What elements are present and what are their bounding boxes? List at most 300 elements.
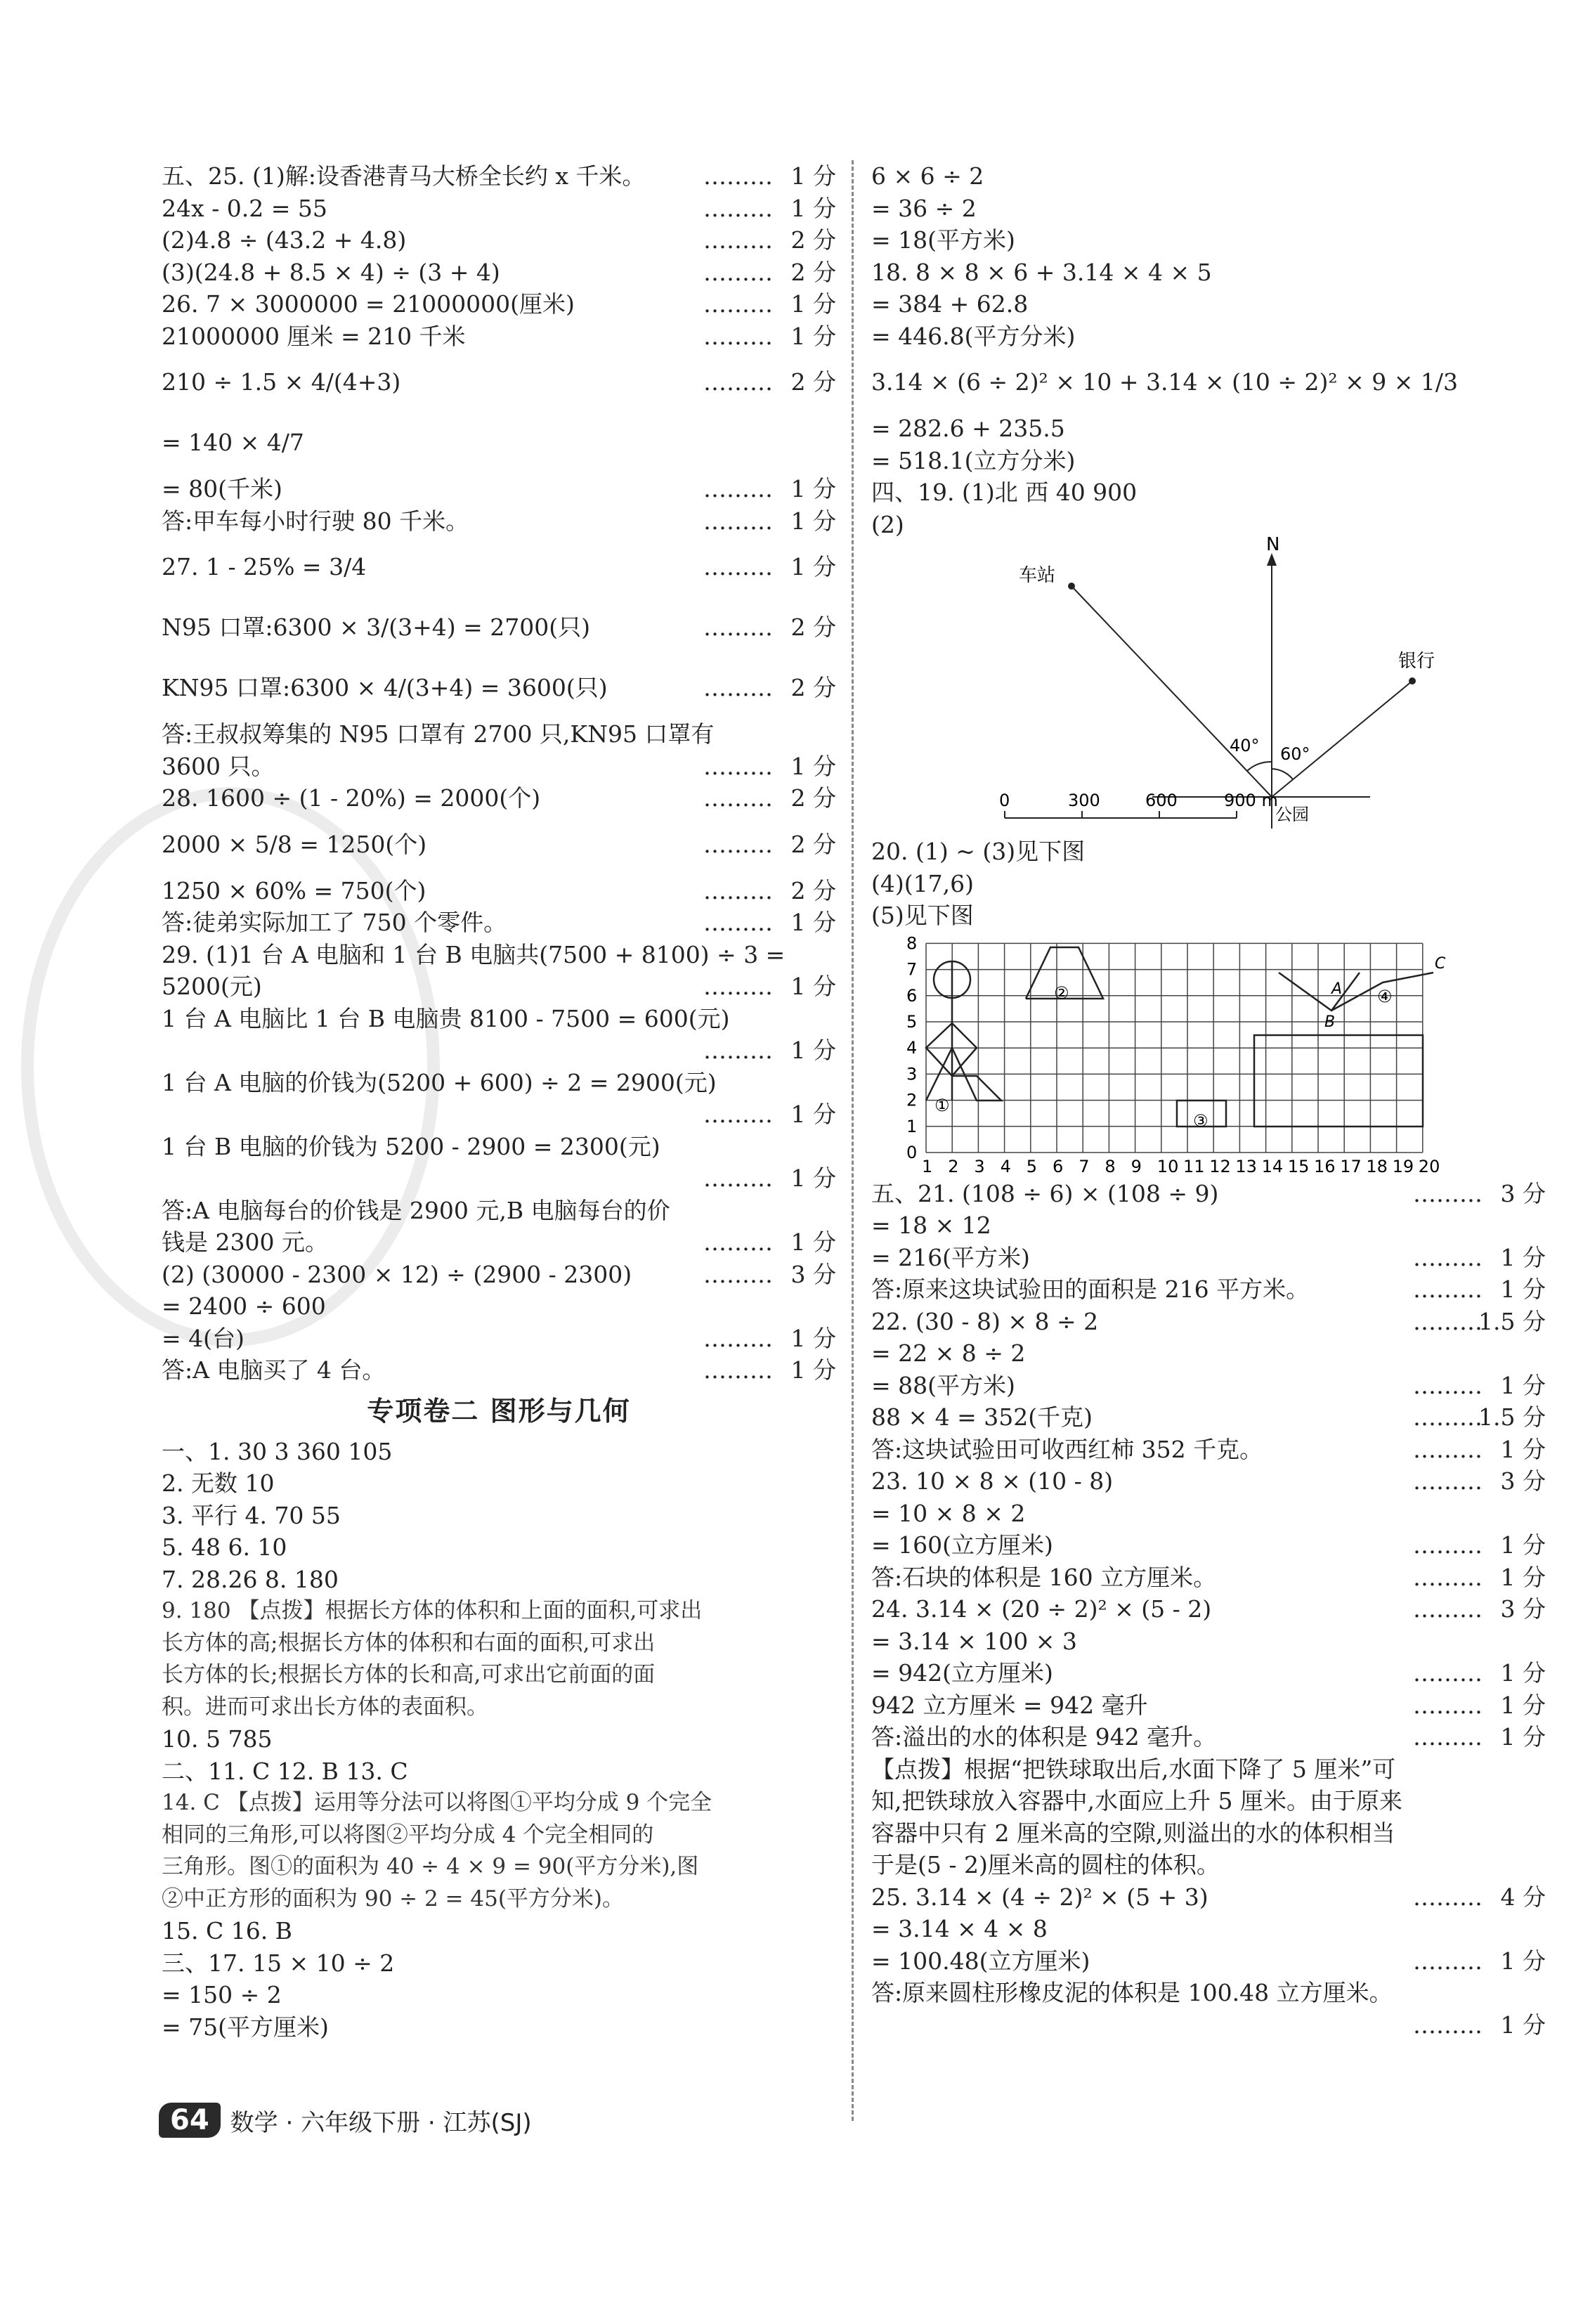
answer-text: 答:王叔叔筹集的 N95 口罩有 2700 只,KN95 口罩有	[162, 720, 715, 748]
score: 1 分	[1497, 1689, 1546, 1722]
answer-line	[871, 1401, 1546, 1434]
answer-line	[162, 1034, 836, 1067]
x-tick-label: 7	[1079, 1156, 1090, 1176]
dot-leader: ………	[1413, 1435, 1483, 1463]
dot-leader: ………	[703, 322, 773, 350]
score: 3 分	[1497, 1465, 1546, 1498]
answer-text: 23. 10 × 8 × (10 - 8)	[871, 1467, 1114, 1495]
answer-line	[162, 782, 836, 814]
score: 1 分	[787, 537, 837, 597]
answer-line	[162, 939, 836, 971]
answer-line	[162, 718, 836, 751]
x-tick-label: 13	[1235, 1156, 1257, 1176]
answer-line	[162, 257, 836, 289]
answer-line	[162, 537, 836, 597]
left-answers-part1	[162, 160, 836, 1387]
answer-line	[162, 2011, 836, 2044]
dot-leader: ………	[1413, 1563, 1483, 1591]
answer-text: = 942(立方厘米)	[871, 1659, 1053, 1687]
answer-text: 答:这块试验田可收西红柿 352 千克。	[871, 1435, 1263, 1463]
answer-text: 29. (1)1 台 A 电脑和 1 台 B 电脑共(7500 + 8100) ÷ 3 =	[162, 940, 786, 968]
answer-text: 答:A 电脑买了 4 台。	[162, 1356, 386, 1384]
page-number: 64	[159, 2103, 221, 2138]
answer-text: 25. 3.14 × (4 ÷ 2)² × (5 + 3)	[871, 1883, 1209, 1911]
answer-line	[871, 1209, 1546, 1242]
answer-line	[871, 352, 1546, 413]
answer-line	[162, 1659, 836, 1692]
answer-line	[162, 1162, 836, 1195]
grid-figures	[926, 947, 1433, 1127]
answer-text: 1 台 A 电脑比 1 台 B 电脑贵 8100 - 7500 = 600(元)	[162, 1004, 730, 1032]
answer-line	[162, 352, 836, 413]
answer-text: 长方体的长;根据长方体的长和高,可求出它前面的面	[162, 1662, 656, 1687]
left-column	[162, 160, 836, 2043]
x-tick-label: 2	[948, 1156, 959, 1176]
answer-line	[162, 907, 836, 939]
station-point	[1068, 583, 1075, 590]
right-answers-part3	[871, 1178, 1546, 2041]
answer-text: 210 ÷ 1.5 × 4/(4+3)	[162, 368, 401, 396]
answer-line	[162, 1787, 836, 1819]
score: 1 分	[787, 160, 837, 193]
answer-text: 五、25. (1)解:设香港青马大桥全长约 x 千米。	[162, 162, 646, 190]
x-tick-label: 14	[1261, 1156, 1284, 1176]
answer-text: (2) (30000 - 2300 × 12) ÷ (2900 - 2300)	[162, 1260, 632, 1288]
answer-text: 钱是 2300 元。	[162, 1228, 328, 1256]
answer-line	[162, 505, 836, 538]
x-tick-label: 11	[1183, 1156, 1205, 1176]
dot-leader: ………	[703, 1101, 773, 1128]
answer-line	[871, 1242, 1546, 1274]
dot-leader: ………	[1413, 1659, 1483, 1687]
score: 1 分	[787, 505, 837, 538]
answer-line	[871, 868, 1546, 900]
dot-leader: ………	[703, 1037, 773, 1064]
answer-line	[162, 814, 836, 875]
answer-line	[162, 1883, 836, 1916]
dot-leader: ………	[703, 368, 773, 396]
y-tick-label: 5	[906, 1011, 918, 1032]
answer-line	[871, 1273, 1546, 1306]
score: 1 分	[787, 193, 837, 225]
answer-line	[871, 1913, 1546, 1945]
answer-text: (3)(24.8 + 8.5 × 4) ÷ (3 + 4)	[162, 258, 500, 286]
station-ray	[1071, 586, 1272, 797]
answer-line	[871, 1945, 1546, 1978]
score: 1 分	[787, 971, 837, 1003]
station-label: 车站	[1019, 565, 1056, 586]
dot-leader: ………	[703, 226, 773, 254]
answer-text: 1 台 B 电脑的价钱为 5200 - 2900 = 2300(元)	[162, 1132, 660, 1160]
answer-line	[162, 1259, 836, 1291]
answer-text: 14. C 【点拨】运用等分法可以将图①平均分成 9 个完全	[162, 1790, 712, 1815]
dot-leader: ………	[1413, 1243, 1483, 1271]
compass-diagram	[999, 534, 1539, 836]
answer-line	[162, 1564, 836, 1596]
score: 1 分	[1497, 1370, 1546, 1402]
score: 2 分	[787, 597, 837, 658]
answer-text: 3.14 × (6 ÷ 2)² × 10 + 3.14 × (10 ÷ 2)² × 9 × 1/3	[871, 368, 1459, 396]
answer-line	[162, 1531, 836, 1564]
score: 1 分	[787, 1098, 837, 1131]
angle-40-label: 40°	[1230, 736, 1260, 755]
answer-text: 9. 180 【点拨】根据长方体的体积和上面的面积,可求出	[162, 1598, 703, 1623]
score: 2 分	[787, 352, 837, 413]
answer-text: N95 口罩:6300 × 3/(3+4) = 2700(只)	[162, 614, 590, 641]
y-tick-label: 3	[906, 1063, 918, 1084]
answer-text: = 2400 ÷ 600	[162, 1292, 326, 1320]
answer-line	[871, 476, 1546, 509]
answer-line	[871, 1178, 1546, 1210]
answer-text: 一、1. 30 3 360 105	[162, 1437, 393, 1465]
x-tick-label: 15	[1287, 1156, 1310, 1176]
score: 1 分	[1497, 1657, 1546, 1689]
answer-line	[162, 1290, 836, 1323]
dot-leader: ………	[703, 194, 773, 222]
answer-line	[871, 1562, 1546, 1594]
score: 1 分	[787, 473, 837, 505]
answer-text: 答:A 电脑每台的价钱是 2900 元,B 电脑每台的价	[162, 1196, 670, 1224]
answer-line	[162, 413, 836, 473]
answer-line	[871, 1593, 1546, 1625]
answer-line	[871, 288, 1546, 320]
answer-line	[871, 1849, 1546, 1881]
score: 2 分	[787, 224, 837, 257]
answer-text: = 150 ÷ 2	[162, 1981, 282, 2008]
dot-leader: ………	[703, 614, 773, 641]
dot-leader: ………	[703, 674, 773, 701]
answer-line	[162, 1195, 836, 1227]
bank-point	[1409, 677, 1416, 684]
section-title: 专项卷二 图形与几何	[367, 1394, 631, 1427]
x-tick-label: 20	[1418, 1156, 1440, 1176]
answer-line	[871, 1337, 1546, 1370]
answer-text: 答:甲车每小时行驶 80 千米。	[162, 507, 469, 535]
answer-text: 答:溢出的水的体积是 942 毫升。	[871, 1723, 1217, 1751]
y-tick-label: 1	[906, 1116, 918, 1136]
answer-text: 7. 28.26 8. 180	[162, 1565, 339, 1593]
answer-text: = 446.8(平方分米)	[871, 322, 1076, 350]
dot-leader: ………	[1413, 1723, 1483, 1751]
y-tick-label: 4	[906, 1037, 918, 1058]
right-column	[871, 160, 1546, 2041]
answer-line	[162, 1628, 836, 1660]
answer-text: = 80(千米)	[162, 475, 282, 502]
answer-line	[162, 288, 836, 320]
coordinate-grid	[885, 932, 1518, 1178]
answer-line	[871, 900, 1546, 932]
answer-line	[162, 1819, 836, 1852]
score: 2 分	[787, 658, 837, 718]
dot-leader: ………	[703, 830, 773, 858]
x-tick-label: 6	[1053, 1156, 1064, 1176]
answer-line	[871, 2009, 1546, 2041]
grid-lines	[926, 943, 1423, 1153]
dot-leader: ………	[1413, 1883, 1483, 1911]
x-tick-label: 12	[1209, 1156, 1231, 1176]
marker-1: ①	[934, 1095, 950, 1115]
column-divider	[852, 160, 854, 2121]
answer-line	[871, 445, 1546, 477]
answer-line	[162, 1500, 836, 1532]
answer-line	[162, 875, 836, 907]
answer-text: 10. 5 785	[162, 1725, 273, 1753]
angle-arc-40	[1247, 762, 1272, 771]
answer-text: 21000000 厘米 = 210 千米	[162, 322, 466, 350]
answer-text: 【点拨】根据“把铁球取出后,水面下降了 5 厘米”可	[871, 1755, 1396, 1783]
answer-line	[871, 193, 1546, 225]
answer-text: = 282.6 + 235.5	[871, 415, 1065, 442]
answer-line	[871, 1465, 1546, 1498]
answer-line	[162, 1979, 836, 2011]
answer-line	[162, 658, 836, 718]
answer-text: 15. C 16. B	[162, 1917, 292, 1945]
answer-text: 20. (1) ~ (3)见下图	[871, 838, 1086, 865]
answer-text: = 518.1(立方分米)	[871, 446, 1076, 474]
score: 1 分	[1497, 1721, 1546, 1753]
answer-text: 22. (30 - 8) × 8 ÷ 2	[871, 1307, 1099, 1335]
answer-line	[162, 193, 836, 225]
north-label: N	[1266, 534, 1280, 555]
score: 1 分	[787, 751, 837, 783]
answer-line	[162, 1098, 836, 1131]
dot-leader: ………	[1413, 1947, 1483, 1975]
score: 3 分	[1497, 1593, 1546, 1625]
answer-text: (2)	[871, 510, 904, 538]
answer-text: ②中正方形的面积为 90 ÷ 2 = 45(平方分米)。	[162, 1885, 625, 1911]
answer-text: 答:原来这块试验田的面积是 216 平方米。	[871, 1275, 1310, 1303]
dot-leader: ………	[1413, 1595, 1483, 1623]
x-tick-label: 10	[1157, 1156, 1179, 1176]
score: 1 分	[787, 288, 837, 320]
x-tick-label: 9	[1131, 1156, 1142, 1176]
answer-text: = 88(平方米)	[871, 1371, 1015, 1399]
angle-60-label: 60°	[1280, 744, 1310, 764]
answer-text: 2000 × 5/8 = 1250(个)	[162, 830, 427, 858]
answer-text: (5)见下图	[871, 902, 974, 929]
scale-label-900: 900 m	[1224, 791, 1278, 810]
answer-text: 28. 1600 ÷ (1 - 20%) = 2000(个)	[162, 784, 541, 812]
answer-line	[871, 1657, 1546, 1689]
score: 1 分	[787, 320, 837, 353]
dot-leader: ………	[703, 507, 773, 535]
y-tick-label: 2	[906, 1090, 918, 1110]
point-a: A	[1331, 980, 1343, 998]
answer-line	[871, 320, 1546, 353]
answer-line	[162, 751, 836, 783]
answer-text: 长方体的高;根据长方体的体积和右面的面积,可求出	[162, 1630, 656, 1656]
answer-text: KN95 口罩:6300 × 4/(3+4) = 3600(只)	[162, 674, 608, 701]
answer-line	[871, 1721, 1546, 1753]
answer-line	[871, 1625, 1546, 1658]
answer-line	[871, 224, 1546, 257]
answer-line	[162, 1436, 836, 1468]
answer-text: = 75(平方厘米)	[162, 2013, 329, 2041]
score: 2 分	[787, 875, 837, 907]
x-tick-label: 16	[1314, 1156, 1336, 1176]
answer-line	[162, 160, 836, 193]
score: 1 分	[787, 1354, 837, 1387]
answer-line	[162, 1851, 836, 1883]
dot-leader: ………	[703, 475, 773, 502]
answer-text: = 160(立方厘米)	[871, 1531, 1053, 1559]
dot-leader: ………	[703, 1260, 773, 1288]
answer-line	[162, 224, 836, 257]
left-answers-part2	[162, 1436, 836, 2044]
score: 2 分	[787, 814, 837, 875]
score: 3 分	[1497, 1178, 1546, 1210]
x-tick-label: 8	[1105, 1156, 1116, 1176]
answer-line	[871, 1977, 1546, 2009]
x-tick-label: 3	[974, 1156, 985, 1176]
score: 1 分	[1497, 1562, 1546, 1594]
dot-leader: ………	[703, 752, 773, 780]
scale-label-0: 0	[999, 791, 1010, 810]
x-tick-label: 5	[1026, 1156, 1038, 1176]
answer-text: 6 × 6 ÷ 2	[871, 162, 984, 190]
bank-label: 银行	[1398, 651, 1435, 672]
answer-line	[871, 413, 1546, 445]
score: 1 分	[787, 907, 837, 939]
answer-text: = 22 × 8 ÷ 2	[871, 1339, 1026, 1367]
answer-text: = 18 × 12	[871, 1212, 991, 1239]
footer-text: 数学 · 六年级下册 · 江苏(SJ)	[230, 2108, 532, 2137]
angle-arc-60	[1272, 769, 1293, 779]
answer-text: 3. 平行 4. 70 55	[162, 1501, 341, 1529]
score: 4 分	[1497, 1881, 1546, 1914]
score: 1 分	[1497, 1529, 1546, 1562]
answer-line	[162, 320, 836, 353]
answer-text: = 4(台)	[162, 1324, 245, 1352]
answer-line	[162, 1595, 836, 1628]
answer-line	[162, 1915, 836, 1947]
answer-text: (4)(17,6)	[871, 869, 974, 897]
answer-text: = 3.14 × 100 × 3	[871, 1627, 1077, 1655]
answer-text: = 100.48(立方厘米)	[871, 1947, 1090, 1975]
bank-ray	[1272, 681, 1412, 797]
right-answers-part2	[871, 836, 1546, 932]
answer-line	[162, 1323, 836, 1355]
dot-leader: ………	[1413, 1275, 1483, 1303]
dot-leader: ………	[703, 162, 773, 190]
answer-text: 942 立方厘米 = 942 毫升	[871, 1691, 1148, 1719]
answer-text: 26. 7 × 3000000 = 21000000(厘米)	[162, 290, 575, 318]
answer-line	[871, 1306, 1546, 1338]
score: 1 分	[787, 1162, 837, 1195]
x-tick-label: 1	[922, 1156, 933, 1176]
point-b: B	[1324, 1013, 1336, 1031]
answer-line	[871, 1785, 1546, 1817]
marker-2: ②	[1054, 982, 1069, 1003]
answer-text: 容器中只有 2 厘米高的空隙,则溢出的水的体积相当	[871, 1819, 1395, 1847]
answer-text: 知,把铁球放入容器中,水面应上升 5 厘米。由于原来	[871, 1787, 1402, 1815]
dot-leader: ………	[1413, 1307, 1483, 1335]
big-rect	[1254, 1035, 1423, 1127]
answer-line	[162, 1723, 836, 1755]
score: 3 分	[787, 1259, 837, 1291]
answer-text: 答:石块的体积是 160 立方厘米。	[871, 1563, 1217, 1591]
right-answers-part1	[871, 160, 1546, 540]
x-tick-label: 19	[1392, 1156, 1414, 1176]
dot-leader: ………	[703, 1356, 773, 1384]
answer-line	[871, 1434, 1546, 1466]
answer-text: 1 台 A 电脑的价钱为(5200 + 600) ÷ 2 = 2900(元)	[162, 1068, 717, 1096]
answer-text: 3600 只。	[162, 752, 275, 780]
page-footer	[159, 2098, 532, 2143]
answer-text: 24x - 0.2 = 55	[162, 194, 327, 222]
answer-line	[871, 1370, 1546, 1402]
answer-text: = 36 ÷ 2	[871, 194, 977, 222]
answer-text: 五、21. (108 ÷ 6) × (108 ÷ 9)	[871, 1179, 1219, 1207]
dot-leader: ………	[1413, 1179, 1483, 1207]
answer-line	[162, 1354, 836, 1387]
answer-line	[162, 1947, 836, 1980]
answer-text: = 216(平方米)	[871, 1243, 1030, 1271]
figure-4-shape	[1279, 973, 1433, 1011]
score: 1 分	[1497, 1945, 1546, 1978]
answer-line	[162, 473, 836, 505]
dot-leader: ………	[703, 290, 773, 318]
answer-line	[871, 836, 1546, 868]
scale-label-600: 600	[1145, 791, 1178, 810]
score: 1.5 分	[1474, 1401, 1546, 1434]
answer-text: 24. 3.14 × (20 ÷ 2)² × (5 - 2)	[871, 1595, 1212, 1623]
answer-line	[162, 1755, 836, 1788]
x-tick-label: 4	[1000, 1156, 1011, 1176]
score: 1 分	[787, 1323, 837, 1355]
answer-line	[871, 509, 1546, 541]
answer-line	[871, 1753, 1546, 1786]
dot-leader: ………	[1413, 1691, 1483, 1719]
answer-text: 27. 1 - 25% = 3/4	[162, 553, 367, 580]
answer-text: = 384 + 62.8	[871, 290, 1029, 318]
y-tick-label: 0	[906, 1142, 918, 1162]
y-tick-label: 7	[906, 959, 918, 980]
answer-text: 积。进而可求出长方体的表面积。	[162, 1694, 488, 1720]
park-label: 公园	[1275, 805, 1309, 824]
scale-label-300: 300	[1068, 791, 1100, 810]
dot-leader: ………	[703, 1164, 773, 1192]
score: 2 分	[787, 257, 837, 289]
score: 1 分	[1497, 1434, 1546, 1466]
dot-leader: ………	[1413, 2011, 1483, 2039]
answer-text: 于是(5 - 2)厘米高的圆柱的体积。	[871, 1851, 1220, 1878]
answer-text: 88 × 4 = 352(千克)	[871, 1403, 1093, 1431]
answer-text: 三、17. 15 × 10 ÷ 2	[162, 1949, 395, 1977]
score: 1 分	[1497, 2009, 1546, 2041]
dot-leader: ………	[703, 876, 773, 904]
answer-text: 三角形。图①的面积为 40 ÷ 4 × 9 = 90(平方分米),图	[162, 1854, 699, 1879]
answer-line	[871, 1817, 1546, 1850]
dot-leader: ………	[703, 553, 773, 580]
answer-line	[162, 597, 836, 658]
answer-text: 18. 8 × 8 × 6 + 3.14 × 4 × 5	[871, 258, 1212, 286]
dot-leader: ………	[1413, 1403, 1483, 1431]
dot-leader: ………	[703, 258, 773, 286]
dot-leader: ………	[703, 973, 773, 1000]
answer-line	[871, 1881, 1546, 1914]
answer-text: 答:徒弟实际加工了 750 个零件。	[162, 909, 507, 936]
score: 1 分	[787, 1034, 837, 1067]
answer-text: 二、11. C 12. B 13. C	[162, 1757, 408, 1785]
dot-leader: ………	[1413, 1371, 1483, 1399]
answer-line	[871, 1689, 1546, 1722]
answer-text: 2. 无数 10	[162, 1469, 275, 1497]
dot-leader: ………	[703, 909, 773, 936]
answer-text: 四、19. (1)北 西 40 900	[871, 479, 1138, 506]
answer-line	[162, 1003, 836, 1035]
marker-4: ④	[1377, 986, 1393, 1006]
